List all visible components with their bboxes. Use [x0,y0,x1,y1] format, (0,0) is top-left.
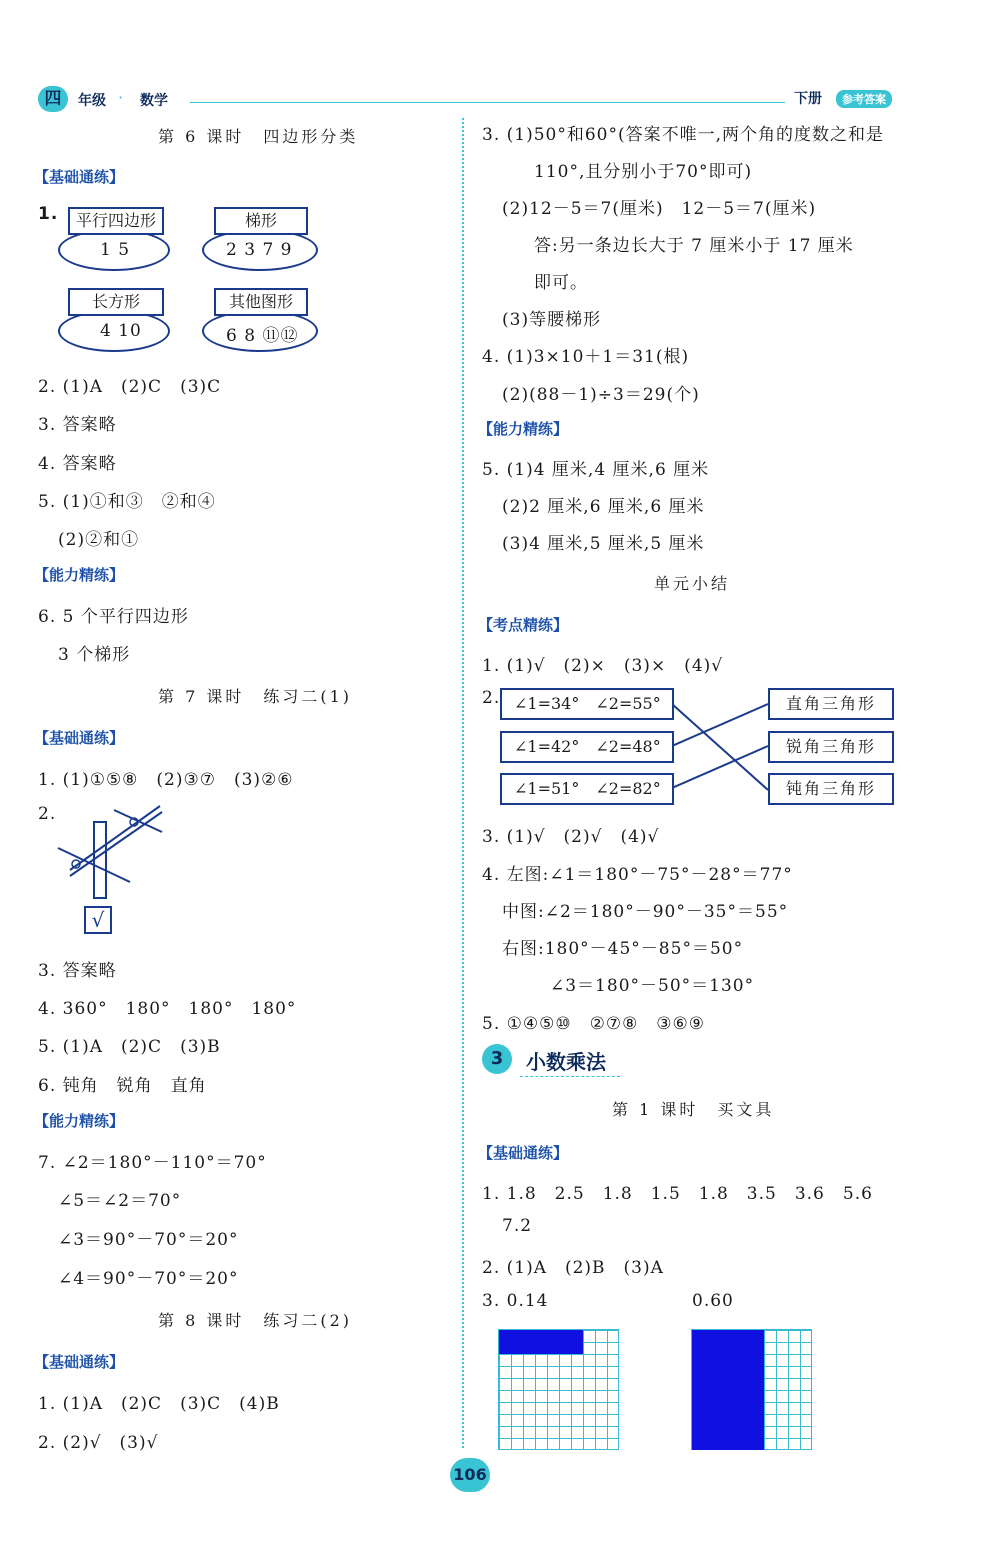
answer-line: 7.2 [502,1216,533,1236]
items-parallelogram: 1 5 [100,240,131,260]
label-rectangle: 长方形 [68,288,164,316]
answer-line: (3)等腰梯形 [502,310,602,330]
label-parallelogram: 平行四边形 [68,207,164,235]
answer-line: 5. (1)A (2)C (3)B [38,1037,221,1057]
angle-pair-box: ∠1=51° ∠2=82° [500,773,674,805]
answer-line: (3)4 厘米,5 厘米,5 厘米 [502,534,705,554]
pole-with-wires-figure [52,800,172,900]
answer-line: 1. (1)①⑤⑧ (2)③⑦ (3)②⑥ [38,770,294,790]
volume-label: 下册 [794,91,822,107]
label-other: 其他图形 [214,288,308,316]
chapter-title: 小数乘法 [526,1050,606,1074]
answer-line: 3. (1)√ (2)√ (4)√ [482,827,660,847]
answer-line: 4. (1)3×10＋1＝31(根) [482,347,690,367]
lesson6-title: 第 6 课时 四边形分类 [158,127,359,146]
answer-line: 2. [38,804,57,824]
answer-line: ∠3＝90°－70°＝20° [58,1230,239,1250]
triangle-type-box: 锐角三角形 [768,731,894,763]
grade-badge: 四 [38,86,68,112]
answer-line: 7. ∠2＝180°－110°＝70° [38,1153,267,1173]
answer-line: 4. 答案略 [38,454,117,474]
answer-line: ∠3＝180°－50°＝130° [550,976,755,996]
answer-line: 4. 左图:∠1＝180°－75°－28°＝77° [482,865,793,885]
answer-line: 4. 360° 180° 180° 180° [38,999,297,1019]
grade-label: 年级 [78,93,106,109]
answer-line: 答:另一条边长大于 7 厘米小于 17 厘米 [534,236,854,256]
section-basic-heading: 【基础通练】 [478,1144,569,1162]
shaded-area-right [692,1330,764,1450]
answer-line: 5. ①④⑤⑩ ②⑦⑧ ③⑥⑨ [482,1014,706,1034]
chapter-number-badge: 3 [482,1044,512,1074]
answer-line: (2)12－5＝7(厘米) 12－5＝7(厘米) [502,199,817,219]
unit-summary-title: 单元小结 [654,574,731,593]
section-ability-heading: 【能力精练】 [34,1112,125,1130]
items-other: 6 8 ⑪⑫ [226,326,299,346]
hundred-grid-left [498,1329,619,1450]
header-rule [190,102,785,103]
page-number: 106 [450,1458,490,1492]
angle-pair-box: ∠1=42° ∠2=48° [500,731,674,763]
section-key-heading: 【考点精练】 [478,616,569,634]
answer-line: (2)②和① [58,530,140,550]
answer-line: ∠5＝∠2＝70° [58,1191,182,1211]
answer-line: (2)(88－1)÷3＝29(个) [502,385,700,405]
section-ability-heading: 【能力精练】 [34,566,125,584]
answer-line: 3. 答案略 [38,961,117,981]
items-rectangle: 4 10 [100,321,142,341]
lesson7-title: 第 7 课时 练习二(1) [158,687,353,706]
answer-line: 3. 0.14 [482,1291,549,1311]
answer-line: 2. [482,688,501,708]
answer-line: 5. (1)4 厘米,4 厘米,6 厘米 [482,460,710,480]
answer-tag: 参考答案 [836,90,892,108]
answer-line: 3. 答案略 [38,415,117,435]
subject-label: 数学 [140,93,168,109]
answer-line: 1. (1)√ (2)× (3)× (4)√ [482,656,724,676]
answer-line: ∠4＝90°－70°＝20° [58,1269,239,1289]
answer-line: 3. (1)50°和60°(答案不唯一,两个角的度数之和是 [482,125,885,145]
answer-line: 2. (1)A (2)B (3)A [482,1258,664,1278]
answer-line: 即可。 [534,273,588,293]
answer-line: 110°,且分别小于70°即可) [534,162,753,182]
shaded-area-left [499,1330,583,1354]
q1-number: 1. [38,204,59,224]
answer-line: 2. (2)√ (3)√ [38,1433,159,1453]
section-basic-heading: 【基础通练】 [34,168,125,186]
answer-line: 1. (1)A (2)C (3)C (4)B [38,1394,280,1414]
answer-line: 右图:180°－45°－85°＝50° [502,939,744,959]
items-trapezoid: 2 3 7 9 [226,240,293,260]
check-box: √ [84,906,112,934]
section-basic-heading: 【基础通练】 [34,1353,125,1371]
answer-line: 6. 钝角 锐角 直角 [38,1076,207,1096]
answer-line: 中图:∠2＝180°－90°－35°＝55° [502,902,789,922]
section-basic-heading: 【基础通练】 [34,729,125,747]
hundred-grid-right [691,1329,812,1450]
answer-line: 6. 5 个平行四边形 [38,607,189,627]
answer-line: 3 个梯形 [58,645,131,665]
answer-line: (2)2 厘米,6 厘米,6 厘米 [502,497,705,517]
section-ability-heading: 【能力精练】 [478,420,569,438]
column-divider [462,118,464,1448]
answer-line: 5. (1)①和③ ②和④ [38,492,216,512]
matching-lines [672,690,772,810]
label-trapezoid: 梯形 [214,207,308,235]
triangle-type-box: 直角三角形 [768,688,894,720]
chapter-underline [520,1076,620,1077]
answer-line: 1. 1.8 2.5 1.8 1.5 1.8 3.5 3.6 5.6 [482,1184,873,1204]
triangle-type-box: 钝角三角形 [768,773,894,805]
header-dot: · [118,88,124,107]
answer-line: 0.60 [692,1291,734,1311]
lesson8-title: 第 8 课时 练习二(2) [158,1311,353,1330]
angle-pair-box: ∠1=34° ∠2=55° [500,688,674,720]
answer-line: 2. (1)A (2)C (3)C [38,377,222,397]
lesson1-title: 第 1 课时 买文具 [612,1100,775,1119]
